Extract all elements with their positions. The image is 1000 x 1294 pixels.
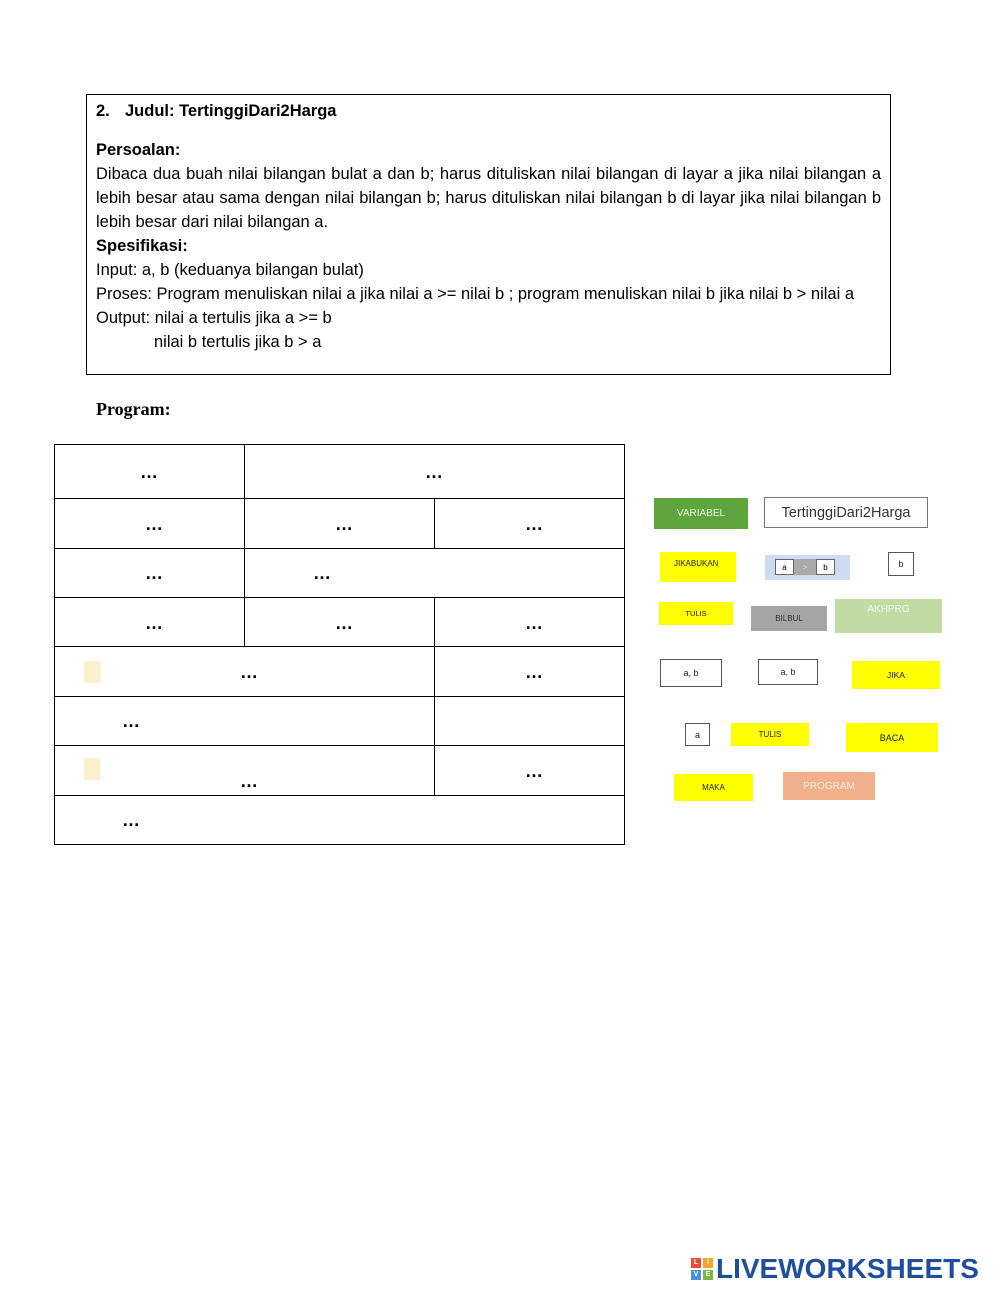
table-col-divider — [434, 597, 435, 746]
table-row-divider — [54, 646, 625, 647]
tile-maka[interactable]: MAKA — [674, 774, 753, 801]
compare-operator: > — [794, 559, 816, 575]
tile-jikabukan[interactable]: JIKABUKAN — [660, 552, 736, 582]
persoalan-text: Dibaca dua buah nilai bilangan bulat a dan b; harus dituliskan nilai bilangan di layar a jika nilai bilangan a lebih besar atau sama dengan nilai bilangan b; harus dituliskan nilai bilangan b di layar jika nilai bilangan b lebih besar dari nilai bilangan a. — [96, 165, 881, 231]
problem-title-text: Judul: TertinggiDari2Harga — [125, 102, 337, 120]
drop-slot-r8c1[interactable]: … — [122, 810, 140, 830]
table-col-divider — [434, 745, 435, 795]
indent-marker — [84, 661, 101, 683]
drop-slot-r7c1[interactable]: … — [240, 771, 258, 791]
tile-variabel[interactable]: VARIABEL — [654, 498, 748, 529]
tile-bilbul[interactable]: BILBUL — [751, 606, 827, 631]
drop-slot-r6c1[interactable]: … — [122, 711, 140, 731]
tile-program-name[interactable]: TertinggiDari2Harga — [764, 497, 928, 528]
tile-tulis[interactable]: TULIS — [731, 723, 809, 746]
drop-slot-r4c2[interactable]: … — [335, 613, 353, 633]
compare-right: b — [816, 559, 835, 575]
drop-slot-r7c2[interactable]: … — [525, 761, 543, 781]
logo-block-v: V — [691, 1270, 701, 1280]
compare-left: a — [775, 559, 794, 575]
tile-a[interactable]: a — [685, 723, 710, 746]
table-row-divider — [54, 548, 625, 549]
drop-slot-r5c2[interactable]: … — [525, 662, 543, 682]
persoalan-heading: Persoalan: — [96, 141, 181, 159]
tile-b[interactable]: b — [888, 552, 914, 576]
table-row-divider — [54, 696, 625, 697]
drop-slot-r5c1[interactable]: … — [240, 662, 258, 682]
tile-program[interactable]: PROGRAM — [783, 772, 875, 800]
drop-slot-r1c1[interactable]: … — [140, 462, 158, 482]
tile-baca[interactable]: BACA — [846, 723, 938, 752]
table-row-divider — [54, 498, 625, 499]
table-border-right — [624, 444, 625, 845]
table-col-divider — [244, 444, 245, 647]
spesifikasi-heading: Spesifikasi: — [96, 237, 188, 255]
table-border-bottom — [54, 844, 625, 845]
indent-marker — [84, 758, 100, 780]
proses-spec: Proses: Program menuliskan nilai a jika nilai a >= nilai b ; program menuliskan nilai b jika nilai b > nilai a — [96, 285, 855, 303]
drop-slot-r3c2[interactable]: … — [313, 563, 331, 583]
tile-akhprg[interactable]: AKHPRG — [835, 599, 942, 633]
tile-tulis[interactable]: TULIS — [659, 602, 733, 625]
drop-slot-r4c1[interactable]: … — [145, 613, 163, 633]
table-row-divider — [54, 795, 625, 796]
tile-compare-b-gt-a[interactable] — [765, 555, 850, 580]
tile-a-b[interactable]: a, b — [758, 659, 818, 685]
output-spec-continued: nilai b tertulis jika b > a — [154, 333, 322, 351]
drop-slot-r2c2[interactable]: … — [335, 514, 353, 534]
input-spec: Input: a, b (keduanya bilangan bulat) — [96, 261, 364, 279]
drop-slot-r3c1[interactable]: … — [145, 563, 163, 583]
problem-number: 2. — [96, 102, 110, 120]
logo-block-i: I — [703, 1258, 713, 1268]
logo-block-l: L — [691, 1258, 701, 1268]
drop-slot-r2c3[interactable]: … — [525, 514, 543, 534]
tile-jika[interactable]: JIKA — [852, 661, 940, 689]
drop-slot-r1c2[interactable]: … — [425, 462, 443, 482]
table-col-divider — [434, 498, 435, 548]
drop-slot-r2c1[interactable]: … — [145, 514, 163, 534]
program-label: Program: — [96, 399, 171, 419]
table-row-divider — [54, 745, 625, 746]
table-border-left — [54, 444, 55, 845]
logo-mark — [691, 1258, 713, 1280]
logo-wordmark: LIVEWORKSHEETS — [716, 1253, 979, 1284]
tile-a-b[interactable]: a, b — [660, 659, 722, 687]
logo-block-e: E — [703, 1270, 713, 1280]
drop-slot-r4c3[interactable]: … — [525, 613, 543, 633]
output-spec: Output: nilai a tertulis jika a >= b — [96, 309, 332, 327]
table-row-divider — [54, 597, 625, 598]
liveworksheets-logo — [691, 1254, 979, 1284]
table-border-top — [54, 444, 625, 445]
